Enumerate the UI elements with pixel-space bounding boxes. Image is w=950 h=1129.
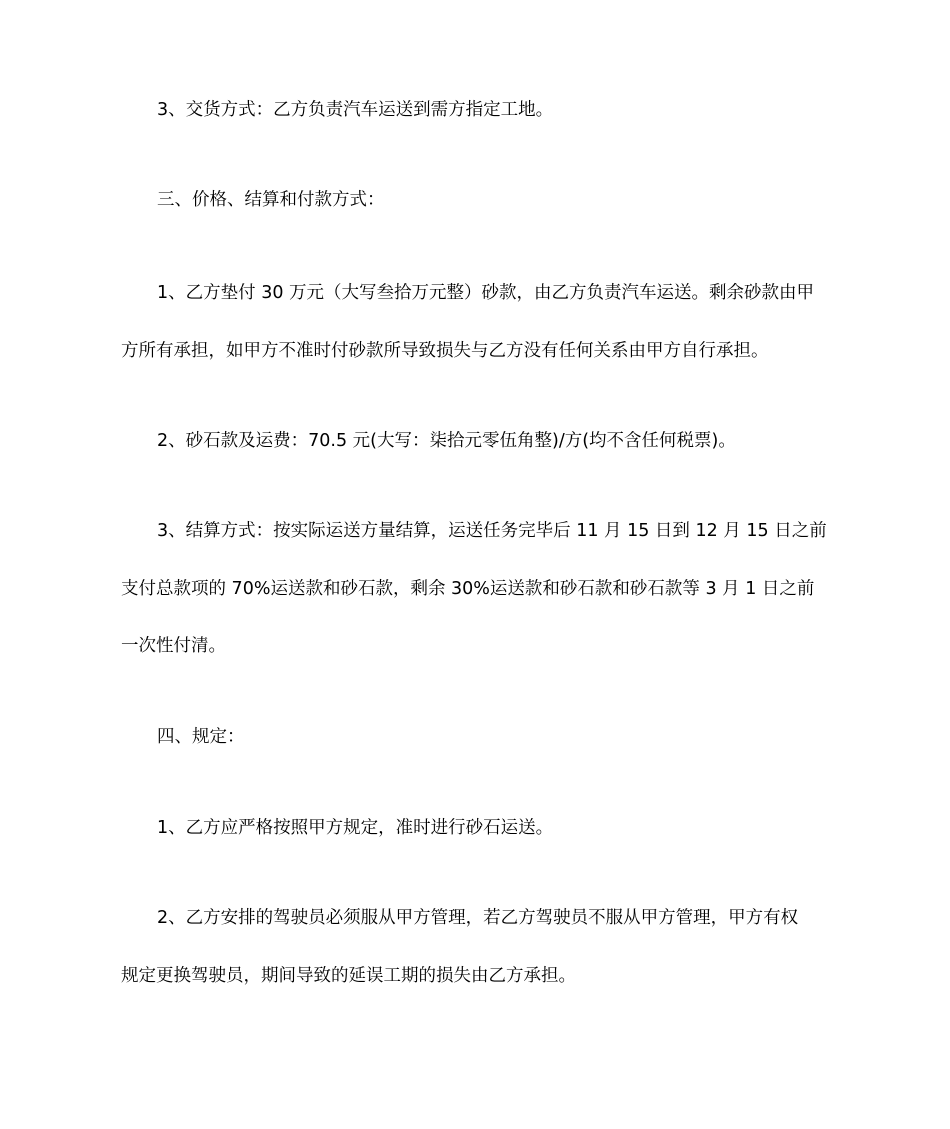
rule-2-line-1: 2、乙方安排的驾驶员必须服从甲方管理，若乙方驾驶员不服从甲方管理，甲方有权 bbox=[157, 908, 799, 928]
section-three-heading: 三、价格、结算和付款方式： bbox=[157, 190, 385, 210]
payment-clause-2-line: 2、砂石款及运费：70.5 元(大写：柒拾元零伍角整)/方(均不含任何税票)。 bbox=[157, 431, 736, 451]
payment-clause-1-line-1: 1、乙方垫付 30 万元（大写叁拾万元整）砂款，由乙方负责汽车运送。剩余砂款由甲 bbox=[157, 283, 815, 303]
rule-2-line-2: 规定更换驾驶员，期间导致的延误工期的损失由乙方承担。 bbox=[121, 966, 576, 986]
payment-clause-3-line-1: 3、结算方式：按实际运送方量结算，运送任务完毕后 11 月 15 日到 12 月 15 日之前 bbox=[157, 521, 827, 541]
section-four-heading: 四、规定： bbox=[157, 727, 245, 747]
rule-1-line: 1、乙方应严格按照甲方规定，准时进行砂石运送。 bbox=[157, 818, 554, 838]
delivery-method-line: 3、交货方式：乙方负责汽车运送到需方指定工地。 bbox=[157, 100, 554, 120]
payment-clause-1-line-2: 方所有承担，如甲方不准时付砂款所导致损失与乙方没有任何关系由甲方自行承担。 bbox=[121, 341, 769, 361]
payment-clause-3-line-3: 一次性付清。 bbox=[121, 636, 226, 656]
payment-clause-3-line-2: 支付总款项的 70%运送款和砂石款，剩余 30%运送款和砂石款和砂石款等 3 月 1 日之前 bbox=[121, 579, 815, 599]
